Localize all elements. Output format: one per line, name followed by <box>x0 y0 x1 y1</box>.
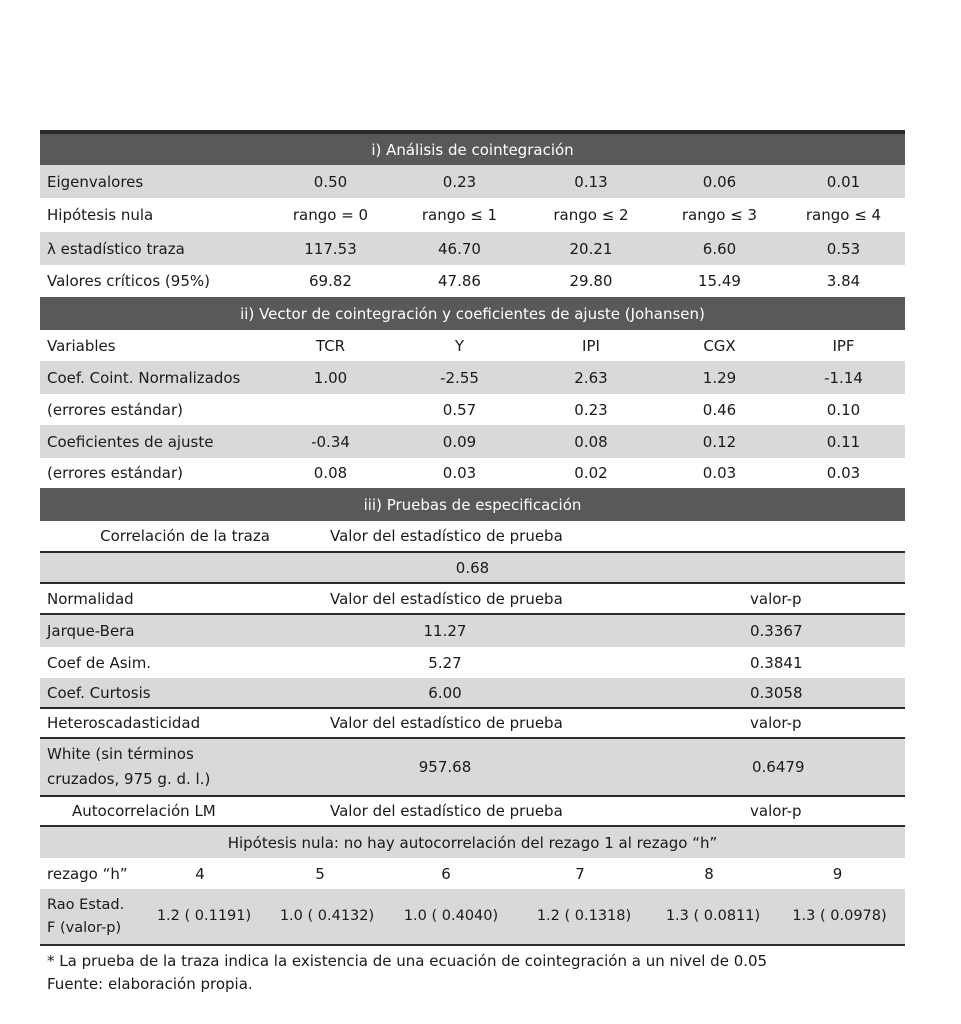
null-hypothesis-row <box>40 827 905 858</box>
trace-header-row <box>40 521 905 551</box>
normality-header-row <box>40 584 905 615</box>
cell: IPI <box>582 336 600 355</box>
results-table <box>40 130 905 946</box>
row-label: Eigenvalores <box>47 172 144 191</box>
cell: 0.3367 <box>750 622 803 640</box>
hetero-header-row <box>40 709 905 739</box>
cell: 117.53 <box>304 239 357 258</box>
section2-title: ii) Vector de cointegración y coeficientes de ajuste (Johansen) <box>240 304 705 323</box>
row-label-line: Rao Estad. <box>47 896 125 913</box>
cell: 0.50 <box>313 172 348 191</box>
table-row <box>40 265 905 297</box>
cell: 46.70 <box>438 239 481 258</box>
section3-header <box>40 488 905 521</box>
null-hypothesis: Hipótesis nula: no hay autocorrelación del rezago 1 al rezago “h” <box>227 833 718 852</box>
cell: 0.01 <box>826 172 861 191</box>
section1-title: i) Análisis de cointegración <box>371 140 574 159</box>
row-label <box>40 894 140 940</box>
rao-row <box>40 889 905 946</box>
footnote-source: Fuente: elaboración propia. <box>47 975 253 993</box>
cell: -1.14 <box>824 368 863 387</box>
cell: 0.13 <box>574 172 608 191</box>
cell: Y <box>454 336 465 355</box>
row-label-line: White (sin términos <box>47 745 194 763</box>
cell: 0.3841 <box>750 653 803 672</box>
autocorr-header-row <box>40 797 905 827</box>
table-row <box>40 232 905 265</box>
cell: 6.60 <box>702 239 737 258</box>
cell: 1.0 ( 0.4040) <box>403 908 499 924</box>
stat-header: Valor del estadístico de prueba <box>330 527 563 545</box>
cell: 0.6479 <box>752 757 805 776</box>
row-label: Variables <box>47 336 116 355</box>
cell: 957.68 <box>418 757 472 776</box>
table-row <box>40 330 905 361</box>
table-row <box>40 394 905 425</box>
cell: 9 <box>832 864 843 883</box>
cell: 1.3 ( 0.0978) <box>792 908 887 924</box>
cell: 0.23 <box>574 400 608 419</box>
cell: 15.49 <box>698 272 741 290</box>
table-row <box>40 647 905 678</box>
cell: 0.03 <box>702 464 737 482</box>
trace-value: 0.68 <box>455 558 490 577</box>
table-row <box>40 165 905 198</box>
row-label <box>40 742 330 792</box>
footnotes <box>47 950 767 996</box>
cell: 1.2 ( 0.1191) <box>156 908 252 924</box>
p-header: valor-p <box>750 802 802 820</box>
cell: rango ≤ 3 <box>681 206 758 224</box>
stat-header: Valor del estadístico de prueba <box>330 589 563 608</box>
p-header: valor-p <box>750 714 802 732</box>
cell: -0.34 <box>311 432 350 451</box>
row-label: Hipótesis nula <box>47 206 154 224</box>
cell: TCR <box>315 336 346 355</box>
cell: -2.55 <box>440 368 479 387</box>
row-label: Coef. Coint. Normalizados <box>47 368 241 387</box>
normality-label: Normalidad <box>47 589 134 608</box>
cell: 20.21 <box>569 239 613 258</box>
table-row <box>40 615 905 647</box>
table-row <box>40 739 905 797</box>
table-row <box>40 198 905 232</box>
row-label: (errores estándar) <box>47 400 184 419</box>
row-label: Jarque-Bera <box>47 622 135 640</box>
trace-value-row <box>40 551 905 584</box>
section1-header <box>40 130 905 165</box>
cell: 5 <box>315 864 325 883</box>
cell: 11.27 <box>423 622 467 640</box>
cell: 6 <box>441 864 451 883</box>
cell: rango ≤ 2 <box>553 206 629 224</box>
cell: 1.00 <box>313 368 348 387</box>
row-label: λ estadístico traza <box>47 239 185 258</box>
cell: 0.03 <box>826 464 861 482</box>
row-label: Valores críticos (95%) <box>47 272 210 290</box>
cell: 0.08 <box>313 464 348 482</box>
cell: 8 <box>704 864 714 883</box>
table-row <box>40 361 905 394</box>
cell: 47.86 <box>438 272 481 290</box>
cell: 2.63 <box>574 368 608 387</box>
cell: 0.06 <box>702 172 737 191</box>
cell: rango ≤ 4 <box>805 206 882 224</box>
table-row <box>40 678 905 709</box>
cell: 7 <box>575 864 585 883</box>
cell: 0.23 <box>442 172 477 191</box>
cell: 0.03 <box>442 464 477 482</box>
cell: rango ≤ 1 <box>421 206 498 224</box>
cell: 29.80 <box>569 272 613 290</box>
row-label: Coef de Asim. <box>47 653 152 672</box>
row-label: rezago “h” <box>47 864 128 883</box>
row-label: Coef. Curtosis <box>47 683 151 702</box>
cell: IPF <box>832 336 855 355</box>
cell: 69.82 <box>309 272 352 290</box>
cell: 5.27 <box>428 653 462 672</box>
cell: 0.11 <box>826 432 861 451</box>
cell: 0.12 <box>702 432 737 451</box>
cell: 0.02 <box>574 464 608 482</box>
footnote-note: * La prueba de la traza indica la existencia de una ecuación de cointegración a un nivel de 0.05 <box>47 952 768 970</box>
table-row <box>40 425 905 458</box>
cell: 4 <box>195 864 205 883</box>
cell: 1.0 ( 0.4132) <box>279 908 375 924</box>
autocorr-label: Autocorrelación LM <box>72 802 216 820</box>
cell: 0.53 <box>826 239 861 258</box>
stat-header: Valor del estadístico de prueba <box>330 802 563 820</box>
hetero-label: Heteroscadasticidad <box>47 714 201 732</box>
cell: 6.00 <box>428 683 462 702</box>
row-label-line: F (valor-p) <box>47 919 122 936</box>
cell: 0.57 <box>442 400 477 419</box>
section2-header <box>40 297 905 330</box>
cell: 0.10 <box>826 400 861 419</box>
section3-title: iii) Pruebas de especificación <box>363 495 582 514</box>
p-header: valor-p <box>750 589 802 608</box>
cell: CGX <box>703 336 736 355</box>
cell: 0.46 <box>702 400 737 419</box>
cell: 0.09 <box>442 432 477 451</box>
cell: 1.3 ( 0.0811) <box>665 908 761 924</box>
table-row <box>40 458 905 488</box>
cell: 3.84 <box>826 272 861 290</box>
cell: 1.2 ( 0.1318) <box>536 908 632 924</box>
row-label: Coeficientes de ajuste <box>47 432 214 451</box>
trace-label: Correlación de la traza <box>100 527 270 545</box>
row-label-line: cruzados, 975 g. d. l.) <box>47 770 211 788</box>
lag-row <box>40 858 905 889</box>
stat-header: Valor del estadístico de prueba <box>330 714 563 732</box>
cell: 0.3058 <box>750 683 803 702</box>
row-label: (errores estándar) <box>47 464 184 482</box>
cell: 0.08 <box>574 432 608 451</box>
cell: 1.29 <box>702 368 737 387</box>
cell: rango = 0 <box>292 206 369 224</box>
